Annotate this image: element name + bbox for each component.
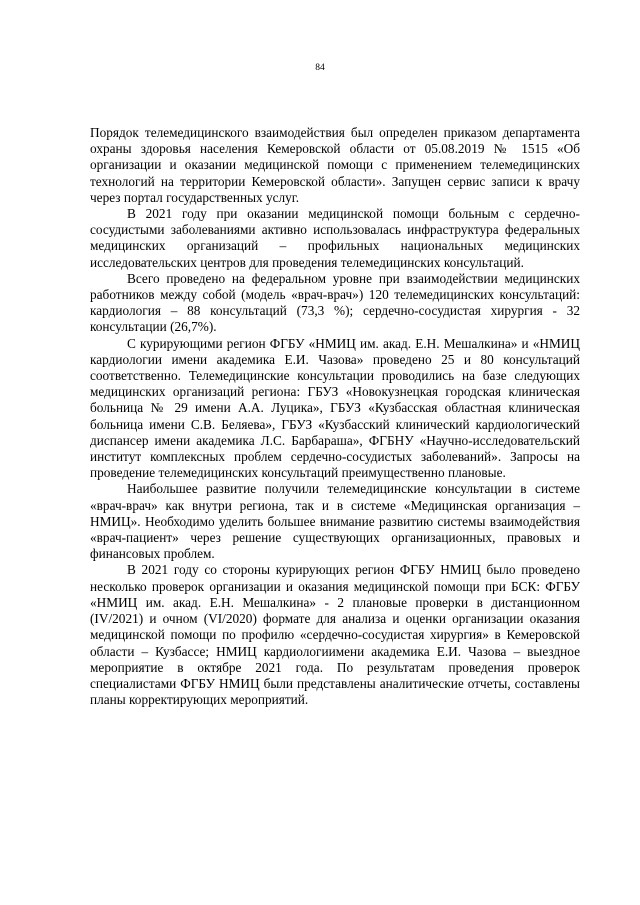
page-number: 84 <box>315 63 325 73</box>
paragraph-nmic-consultations: С курирующими регион ФГБУ «НМИЦ им. акад. Е.Н. Мешалкина» и «НМИЦ кардиологии имени академика Е.И. Чазова» проведено 25 и 80 консультаций соответственно. Телемедицинские консультации проводились на базе следующих медицинских организаций региона: ГБУЗ «Новокузнецкая городская клиническая больница № 29 имени А.А. Луцика», ГБУЗ «Кузбасская областная клиническая больница имени С.В. Беляева», ГБУЗ «Кузбасский клинический кардиологический диспансер имени академика Л.С. Барбараша», ФГБНУ «Научно-исследовательский институт комплексных проблем сердечно-сосудистых заболеваний». Запросы на проведение телемедицинских консультаций преимущественно плановые. <box>90 335 580 481</box>
paragraph-consultation-totals: Всего проведено на федеральном уровне при взаимодействии медицинских работников между собой (модель «врач-врач») 120 телемедицинских консультаций: кардиология – 88 консультаций (73,3 %); сердечно-сосудистая хирургия - 32 консультации (26,7%). <box>90 270 580 335</box>
paragraph-development: Наибольшее развитие получили телемедицинские консультации в системе «врач-врач» как внутри региона, так и в системе «Медицинская организация – НМИЦ». Необходимо уделить большее внимание развитию системы взаимодействия «врач-пациент» через решение существующих организационных, правовых и финансовых проблем. <box>90 481 580 562</box>
paragraph-federal-infrastructure: В 2021 году при оказании медицинской помощи больным с сердечно-сосудистыми заболеваниями активно использовалась инфраструктура федеральных медицинских организаций – профильных национальных медицинских исследовательских центров для проведения телемедицинских консультаций. <box>90 206 580 270</box>
document-body <box>90 125 580 708</box>
paragraph-inspections: В 2021 году со стороны курирующих регион ФГБУ НМИЦ было проведено несколько проверок организации и оказания медицинской помощи при БСК: ФГБУ «НМИЦ им. акад. Е.Н. Мешалкина» - 2 плановые проверки в дистанционном (IV/2021) и очном (VI/2020) формате для анализа и оценки организации оказания медицинской помощи по профилю «сердечно-сосудистая хирургия» в Кемеровской области – Кузбассе; НМИЦ кардиологиимени академика Е.И. Чазова – выездное мероприятие в октябре 2021 года. По результатам проведения проверок специалистами ФГБУ НМИЦ были представлены аналитические отчеты, составлены планы корректирующих мероприятий. <box>90 562 580 708</box>
paragraph-telemedicine-order: Порядок телемедицинского взаимодействия был определен приказом департамента охраны здоровья населения Кемеровской области от 05.08.2019 № 1515 «Об организации и оказании медицинской помощи с применением телемедицинских технологий на территории Кемеровской области». Запущен сервис записи к врачу через портал государственных услуг. <box>90 125 580 205</box>
